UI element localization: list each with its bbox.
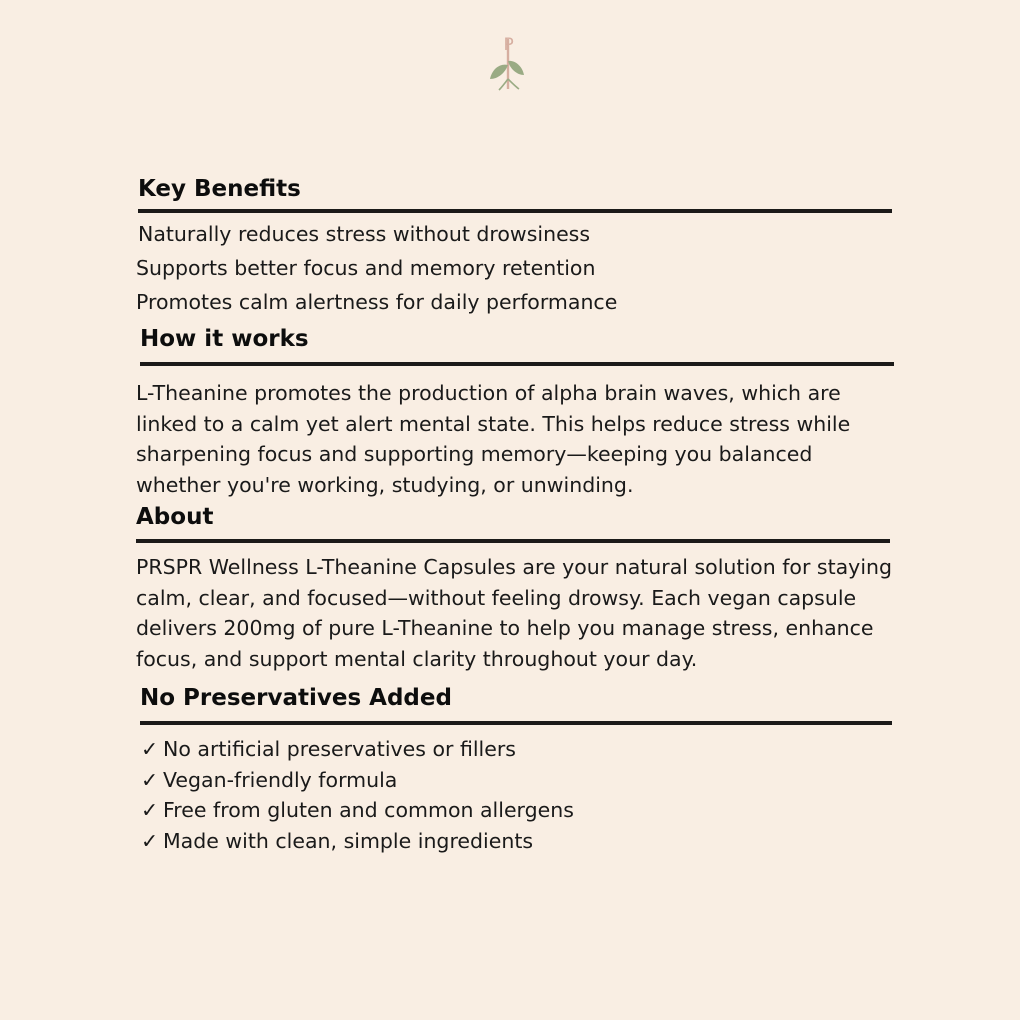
no-preservatives-divider xyxy=(140,721,892,725)
logo-letter: P xyxy=(503,35,514,55)
benefit-item: Naturally reduces stress without drowsiness xyxy=(138,222,591,246)
check-list-item xyxy=(141,736,516,762)
check-list-text: No artificial preservatives or fillers xyxy=(163,737,516,761)
checkmark-icon: ✓ xyxy=(141,829,159,853)
checkmark-icon: ✓ xyxy=(141,768,159,792)
checkmark-icon: ✓ xyxy=(141,798,159,822)
key-benefits-divider xyxy=(138,209,892,213)
no-preservatives-heading: No Preservatives Added xyxy=(140,685,452,711)
check-list-text: Made with clean, simple ingredients xyxy=(163,829,534,853)
about-divider xyxy=(136,539,890,543)
how-it-works-heading: How it works xyxy=(140,326,309,352)
about-heading: About xyxy=(136,504,214,530)
check-list-text: Free from gluten and common allergens xyxy=(163,798,574,822)
check-list-item xyxy=(141,767,397,793)
check-list-text: Vegan-friendly formula xyxy=(163,768,398,792)
key-benefits-heading: Key Benefits xyxy=(138,176,301,202)
brand-logo-icon xyxy=(486,33,526,93)
check-list-item xyxy=(141,828,533,854)
about-text: PRSPR Wellness L-Theanine Capsules are your natural solution for staying calm, clear, and focused—without feeling drowsy. Each vegan capsule delivers 200mg of pure L-Theanine to help you manage stress, enhance focus, and support mental clarity throughout your day. xyxy=(136,555,893,671)
checkmark-icon: ✓ xyxy=(141,737,159,761)
check-list-item xyxy=(141,797,574,823)
how-it-works-divider xyxy=(140,362,894,366)
benefit-item: Supports better focus and memory retention xyxy=(136,256,596,280)
benefit-item: Promotes calm alertness for daily performance xyxy=(136,290,618,314)
how-it-works-text: L-Theanine promotes the production of alpha brain waves, which are linked to a calm yet alert mental state. This helps reduce stress while sharpening focus and supporting memory—keeping you balanced whether you're working, studying, or unwinding. xyxy=(136,381,851,497)
